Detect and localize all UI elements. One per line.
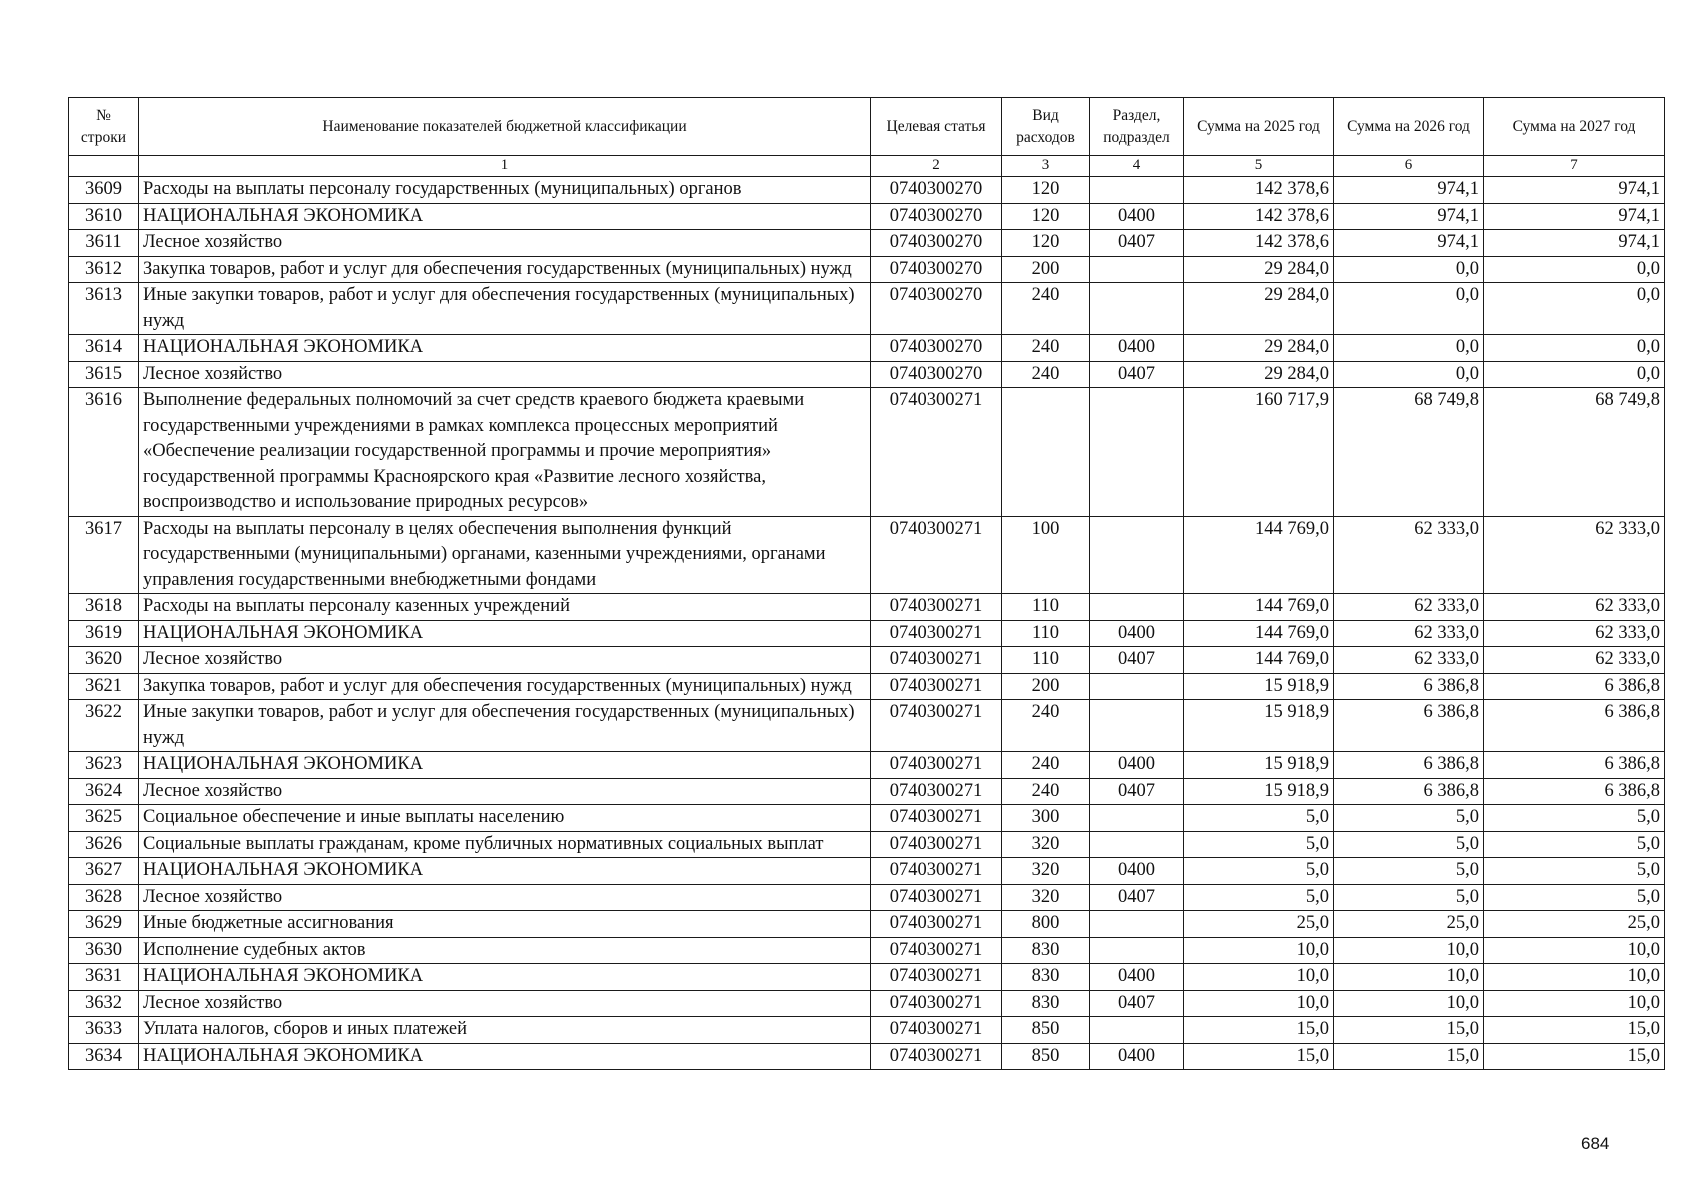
sum-2025-cell: 25,0 (1184, 911, 1334, 938)
expense-type-cell: 240 (1002, 752, 1090, 779)
name-cell: Расходы на выплаты персоналу в целях обеспечения выполнения функций государственными (муниципальными) органами, казенными учреждениями, органами управления государственными внебюджетными фондами (139, 516, 871, 594)
target-article-cell: 0740300271 (871, 937, 1002, 964)
sum-2027-cell: 5,0 (1484, 858, 1665, 885)
row-number-cell: 3618 (69, 594, 139, 621)
sum-2025-cell: 10,0 (1184, 964, 1334, 991)
row-number-cell: 3629 (69, 911, 139, 938)
sum-2025-cell: 144 769,0 (1184, 620, 1334, 647)
name-cell: НАЦИОНАЛЬНАЯ ЭКОНОМИКА (139, 858, 871, 885)
name-cell: Расходы на выплаты персоналу казенных учреждений (139, 594, 871, 621)
page-number: 684 (1581, 1134, 1610, 1153)
table-header (69, 98, 1665, 177)
sum-2026-cell: 974,1 (1334, 230, 1484, 257)
section-cell: 0400 (1090, 335, 1184, 362)
sum-2025-cell: 142 378,6 (1184, 177, 1334, 204)
row-number-cell: 3627 (69, 858, 139, 885)
section-cell (1090, 831, 1184, 858)
section-cell (1090, 911, 1184, 938)
section-cell (1090, 177, 1184, 204)
name-cell: НАЦИОНАЛЬНАЯ ЭКОНОМИКА (139, 752, 871, 779)
row-number-cell: 3610 (69, 203, 139, 230)
sum-2027-cell: 6 386,8 (1484, 700, 1665, 752)
sum-2025-cell: 29 284,0 (1184, 361, 1334, 388)
sum-2027-cell: 0,0 (1484, 335, 1665, 362)
name-cell: Лесное хозяйство (139, 884, 871, 911)
sum-2025-cell: 160 717,9 (1184, 388, 1334, 517)
section-cell (1090, 516, 1184, 594)
sum-2027-cell: 10,0 (1484, 937, 1665, 964)
sum-2025-cell: 5,0 (1184, 831, 1334, 858)
name-cell: НАЦИОНАЛЬНАЯ ЭКОНОМИКА (139, 335, 871, 362)
sum-2025-cell: 5,0 (1184, 805, 1334, 832)
expense-type-cell: 850 (1002, 1043, 1090, 1070)
sum-2027-cell: 5,0 (1484, 884, 1665, 911)
expense-type-cell (1002, 388, 1090, 517)
sum-2027-cell: 0,0 (1484, 283, 1665, 335)
section-cell: 0400 (1090, 1043, 1184, 1070)
table-body (69, 177, 1665, 1070)
name-cell: НАЦИОНАЛЬНАЯ ЭКОНОМИКА (139, 1043, 871, 1070)
sum-2027-cell: 10,0 (1484, 990, 1665, 1017)
row-number-cell: 3623 (69, 752, 139, 779)
section-cell: 0400 (1090, 752, 1184, 779)
sum-2026-cell: 0,0 (1334, 256, 1484, 283)
table-row (69, 256, 1665, 283)
sum-2026-cell: 0,0 (1334, 361, 1484, 388)
sum-2026-cell: 974,1 (1334, 203, 1484, 230)
name-cell: Иные бюджетные ассигнования (139, 911, 871, 938)
section-cell (1090, 805, 1184, 832)
row-number-cell: 3634 (69, 1043, 139, 1070)
sum-2025-cell: 15 918,9 (1184, 752, 1334, 779)
header-section: Раздел, подраздел (1090, 98, 1184, 156)
expense-type-cell: 200 (1002, 256, 1090, 283)
sum-2027-cell: 6 386,8 (1484, 752, 1665, 779)
sum-2026-cell: 6 386,8 (1334, 673, 1484, 700)
target-article-cell: 0740300270 (871, 177, 1002, 204)
sum-2025-cell: 15 918,9 (1184, 778, 1334, 805)
sum-2026-cell: 25,0 (1334, 911, 1484, 938)
target-article-cell: 0740300271 (871, 752, 1002, 779)
sum-2025-cell: 142 378,6 (1184, 203, 1334, 230)
sum-2026-cell: 5,0 (1334, 884, 1484, 911)
expense-type-cell: 320 (1002, 884, 1090, 911)
section-cell: 0407 (1090, 647, 1184, 674)
sum-2025-cell: 29 284,0 (1184, 335, 1334, 362)
sum-2027-cell: 974,1 (1484, 203, 1665, 230)
sum-2025-cell: 15,0 (1184, 1017, 1334, 1044)
target-article-cell: 0740300271 (871, 620, 1002, 647)
name-cell: Расходы на выплаты персоналу государственных (муниципальных) органов (139, 177, 871, 204)
sum-2025-cell: 15,0 (1184, 1043, 1334, 1070)
section-cell (1090, 283, 1184, 335)
sum-2026-cell: 0,0 (1334, 283, 1484, 335)
expense-type-cell: 800 (1002, 911, 1090, 938)
name-cell: Социальное обеспечение и иные выплаты населению (139, 805, 871, 832)
row-number-cell: 3615 (69, 361, 139, 388)
sum-2027-cell: 5,0 (1484, 831, 1665, 858)
table-row (69, 203, 1665, 230)
column-number-blank (69, 156, 139, 177)
table-row (69, 594, 1665, 621)
table-row (69, 620, 1665, 647)
table-row (69, 990, 1665, 1017)
sum-2027-cell: 10,0 (1484, 964, 1665, 991)
expense-type-cell: 110 (1002, 594, 1090, 621)
column-number: 4 (1090, 156, 1184, 177)
section-cell (1090, 1017, 1184, 1044)
sum-2027-cell: 6 386,8 (1484, 778, 1665, 805)
target-article-cell: 0740300271 (871, 964, 1002, 991)
sum-2025-cell: 144 769,0 (1184, 647, 1334, 674)
sum-2026-cell: 62 333,0 (1334, 620, 1484, 647)
header-sum-2026: Сумма на 2026 год (1334, 98, 1484, 156)
sum-2026-cell: 10,0 (1334, 937, 1484, 964)
table-row (69, 964, 1665, 991)
sum-2026-cell: 62 333,0 (1334, 516, 1484, 594)
sum-2027-cell: 15,0 (1484, 1043, 1665, 1070)
sum-2026-cell: 15,0 (1334, 1043, 1484, 1070)
target-article-cell: 0740300271 (871, 673, 1002, 700)
sum-2026-cell: 62 333,0 (1334, 647, 1484, 674)
target-article-cell: 0740300271 (871, 388, 1002, 517)
sum-2027-cell: 974,1 (1484, 230, 1665, 257)
name-cell: НАЦИОНАЛЬНАЯ ЭКОНОМИКА (139, 964, 871, 991)
sum-2025-cell: 5,0 (1184, 884, 1334, 911)
sum-2025-cell: 144 769,0 (1184, 594, 1334, 621)
target-article-cell: 0740300271 (871, 911, 1002, 938)
target-article-cell: 0740300270 (871, 361, 1002, 388)
section-cell (1090, 937, 1184, 964)
row-number-cell: 3613 (69, 283, 139, 335)
section-cell: 0400 (1090, 858, 1184, 885)
table-row (69, 230, 1665, 257)
row-number-cell: 3632 (69, 990, 139, 1017)
expense-type-cell: 240 (1002, 283, 1090, 335)
sum-2026-cell: 10,0 (1334, 964, 1484, 991)
table-row (69, 700, 1665, 752)
sum-2025-cell: 5,0 (1184, 858, 1334, 885)
row-number-cell: 3612 (69, 256, 139, 283)
target-article-cell: 0740300271 (871, 700, 1002, 752)
row-number-cell: 3617 (69, 516, 139, 594)
sum-2026-cell: 6 386,8 (1334, 700, 1484, 752)
expense-type-cell: 830 (1002, 964, 1090, 991)
row-number-cell: 3619 (69, 620, 139, 647)
row-number-cell: 3628 (69, 884, 139, 911)
target-article-cell: 0740300271 (871, 647, 1002, 674)
section-cell (1090, 388, 1184, 517)
column-number: 3 (1002, 156, 1090, 177)
target-article-cell: 0740300271 (871, 990, 1002, 1017)
name-cell: Исполнение судебных актов (139, 937, 871, 964)
sum-2027-cell: 62 333,0 (1484, 516, 1665, 594)
table-row (69, 335, 1665, 362)
section-cell (1090, 256, 1184, 283)
table-row (69, 516, 1665, 594)
sum-2025-cell: 29 284,0 (1184, 256, 1334, 283)
table-row (69, 177, 1665, 204)
expense-type-cell: 830 (1002, 990, 1090, 1017)
sum-2027-cell: 15,0 (1484, 1017, 1665, 1044)
sum-2026-cell: 5,0 (1334, 805, 1484, 832)
expense-type-cell: 300 (1002, 805, 1090, 832)
target-article-cell: 0740300271 (871, 778, 1002, 805)
sum-2027-cell: 0,0 (1484, 256, 1665, 283)
section-cell: 0400 (1090, 964, 1184, 991)
target-article-cell: 0740300270 (871, 256, 1002, 283)
section-cell: 0400 (1090, 203, 1184, 230)
table-row (69, 283, 1665, 335)
expense-type-cell: 200 (1002, 673, 1090, 700)
name-cell: Иные закупки товаров, работ и услуг для обеспечения государственных (муниципальных) нужд (139, 283, 871, 335)
section-cell: 0407 (1090, 884, 1184, 911)
column-number: 7 (1484, 156, 1665, 177)
row-number-cell: 3621 (69, 673, 139, 700)
sum-2026-cell: 6 386,8 (1334, 778, 1484, 805)
sum-2026-cell: 5,0 (1334, 858, 1484, 885)
table-row (69, 1043, 1665, 1070)
sum-2025-cell: 15 918,9 (1184, 700, 1334, 752)
expense-type-cell: 110 (1002, 620, 1090, 647)
sum-2025-cell: 10,0 (1184, 937, 1334, 964)
sum-2026-cell: 6 386,8 (1334, 752, 1484, 779)
name-cell: Лесное хозяйство (139, 230, 871, 257)
sum-2025-cell: 142 378,6 (1184, 230, 1334, 257)
sum-2026-cell: 0,0 (1334, 335, 1484, 362)
expense-type-cell: 240 (1002, 335, 1090, 362)
section-cell: 0400 (1090, 620, 1184, 647)
expense-type-cell: 320 (1002, 831, 1090, 858)
expense-type-cell: 850 (1002, 1017, 1090, 1044)
section-cell: 0407 (1090, 361, 1184, 388)
target-article-cell: 0740300271 (871, 805, 1002, 832)
target-article-cell: 0740300271 (871, 594, 1002, 621)
sum-2026-cell: 15,0 (1334, 1017, 1484, 1044)
column-number: 1 (139, 156, 871, 177)
expense-type-cell: 830 (1002, 937, 1090, 964)
row-number-cell: 3624 (69, 778, 139, 805)
sum-2027-cell: 0,0 (1484, 361, 1665, 388)
section-cell: 0407 (1090, 778, 1184, 805)
header-row-number: № строки (69, 98, 139, 156)
section-cell (1090, 700, 1184, 752)
expense-type-cell: 240 (1002, 700, 1090, 752)
section-cell (1090, 594, 1184, 621)
row-number-cell: 3620 (69, 647, 139, 674)
table-row (69, 361, 1665, 388)
sum-2027-cell: 25,0 (1484, 911, 1665, 938)
table-row (69, 858, 1665, 885)
name-cell: Лесное хозяйство (139, 361, 871, 388)
sum-2027-cell: 5,0 (1484, 805, 1665, 832)
expense-type-cell: 120 (1002, 230, 1090, 257)
table-row (69, 884, 1665, 911)
sum-2027-cell: 6 386,8 (1484, 673, 1665, 700)
expense-type-cell: 240 (1002, 361, 1090, 388)
table-row (69, 937, 1665, 964)
target-article-cell: 0740300271 (871, 884, 1002, 911)
name-cell: Закупка товаров, работ и услуг для обеспечения государственных (муниципальных) нужд (139, 673, 871, 700)
expense-type-cell: 110 (1002, 647, 1090, 674)
table-row (69, 805, 1665, 832)
sum-2027-cell: 68 749,8 (1484, 388, 1665, 517)
expense-type-cell: 100 (1002, 516, 1090, 594)
table-row (69, 647, 1665, 674)
budget-table-container (68, 97, 1664, 1070)
table-row (69, 778, 1665, 805)
sum-2026-cell: 5,0 (1334, 831, 1484, 858)
sum-2025-cell: 144 769,0 (1184, 516, 1334, 594)
sum-2027-cell: 62 333,0 (1484, 594, 1665, 621)
row-number-cell: 3609 (69, 177, 139, 204)
sum-2025-cell: 10,0 (1184, 990, 1334, 1017)
section-cell: 0407 (1090, 990, 1184, 1017)
sum-2026-cell: 974,1 (1334, 177, 1484, 204)
expense-type-cell: 120 (1002, 177, 1090, 204)
column-number: 2 (871, 156, 1002, 177)
target-article-cell: 0740300271 (871, 858, 1002, 885)
sum-2026-cell: 10,0 (1334, 990, 1484, 1017)
row-number-cell: 3626 (69, 831, 139, 858)
name-cell: Лесное хозяйство (139, 647, 871, 674)
header-expense-type: Вид расходов (1002, 98, 1090, 156)
table-row (69, 673, 1665, 700)
target-article-cell: 0740300270 (871, 203, 1002, 230)
expense-type-cell: 320 (1002, 858, 1090, 885)
name-cell: Лесное хозяйство (139, 990, 871, 1017)
row-number-cell: 3625 (69, 805, 139, 832)
target-article-cell: 0740300270 (871, 230, 1002, 257)
name-cell: Иные закупки товаров, работ и услуг для обеспечения государственных (муниципальных) нужд (139, 700, 871, 752)
expense-type-cell: 240 (1002, 778, 1090, 805)
name-cell: Уплата налогов, сборов и иных платежей (139, 1017, 871, 1044)
row-number-cell: 3630 (69, 937, 139, 964)
column-number: 5 (1184, 156, 1334, 177)
row-number-cell: 3622 (69, 700, 139, 752)
name-cell: НАЦИОНАЛЬНАЯ ЭКОНОМИКА (139, 620, 871, 647)
table-row (69, 752, 1665, 779)
table-row (69, 388, 1665, 517)
section-cell: 0407 (1090, 230, 1184, 257)
expense-type-cell: 120 (1002, 203, 1090, 230)
table-row (69, 911, 1665, 938)
sum-2026-cell: 68 749,8 (1334, 388, 1484, 517)
table-row (69, 1017, 1665, 1044)
sum-2025-cell: 15 918,9 (1184, 673, 1334, 700)
target-article-cell: 0740300271 (871, 1043, 1002, 1070)
row-number-cell: 3631 (69, 964, 139, 991)
header-name: Наименование показателей бюджетной классификации (139, 98, 871, 156)
sum-2026-cell: 62 333,0 (1334, 594, 1484, 621)
name-cell: Закупка товаров, работ и услуг для обеспечения государственных (муниципальных) нужд (139, 256, 871, 283)
row-number-cell: 3611 (69, 230, 139, 257)
budget-table (68, 97, 1665, 1070)
header-sum-2027: Сумма на 2027 год (1484, 98, 1665, 156)
name-cell: Социальные выплаты гражданам, кроме публичных нормативных социальных выплат (139, 831, 871, 858)
table-row (69, 831, 1665, 858)
target-article-cell: 0740300271 (871, 831, 1002, 858)
name-cell: НАЦИОНАЛЬНАЯ ЭКОНОМИКА (139, 203, 871, 230)
column-number: 6 (1334, 156, 1484, 177)
header-sum-2025: Сумма на 2025 год (1184, 98, 1334, 156)
header-target-article: Целевая статья (871, 98, 1002, 156)
target-article-cell: 0740300270 (871, 335, 1002, 362)
sum-2027-cell: 62 333,0 (1484, 620, 1665, 647)
target-article-cell: 0740300270 (871, 283, 1002, 335)
row-number-cell: 3614 (69, 335, 139, 362)
sum-2027-cell: 974,1 (1484, 177, 1665, 204)
row-number-cell: 3616 (69, 388, 139, 517)
row-number-cell: 3633 (69, 1017, 139, 1044)
name-cell: Выполнение федеральных полномочий за счет средств краевого бюджета краевыми государственными учреждениями в рамках комплекса процессных мероприятий «Обеспечение реализации государственной программы и прочие мероприятия» государственной программы Красноярского края «Развитие лесного хозяйства, воспроизводство и использование природных ресурсов» (139, 388, 871, 517)
name-cell: Лесное хозяйство (139, 778, 871, 805)
section-cell (1090, 673, 1184, 700)
sum-2025-cell: 29 284,0 (1184, 283, 1334, 335)
target-article-cell: 0740300271 (871, 1017, 1002, 1044)
sum-2027-cell: 62 333,0 (1484, 647, 1665, 674)
target-article-cell: 0740300271 (871, 516, 1002, 594)
